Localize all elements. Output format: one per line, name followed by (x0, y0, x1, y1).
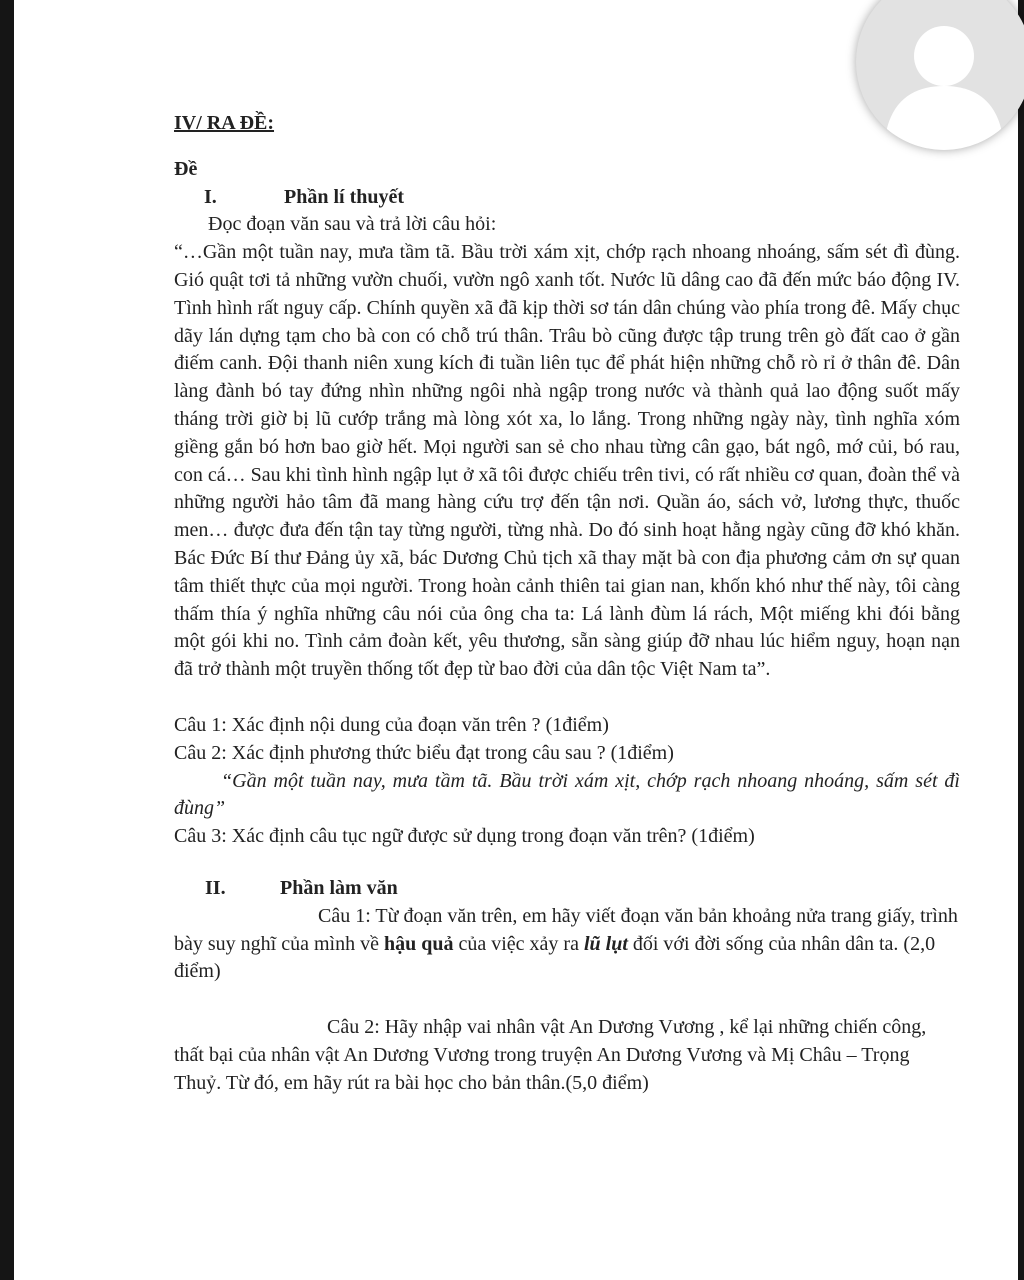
essay1-text-b: của việc xảy ra (453, 932, 584, 955)
de-label: Đề (174, 157, 198, 180)
essay1-text-c: đối với đời sống của nhân dân ta. (2,0 điểm) (174, 932, 936, 983)
question-3: Câu 3: Xác định câu tục ngữ được sử dụng trong đoạn văn trên? (1điểm) (174, 825, 755, 848)
essay1-emphasis-flood: lũ lụt (583, 932, 628, 955)
question-2: Câu 2: Xác định phương thức biểu đạt trong câu sau ? (1điểm) (174, 741, 674, 764)
part1-number: I. (204, 185, 217, 208)
essay-question-1 (174, 903, 960, 986)
part2-label: Phần làm văn (280, 876, 398, 899)
section-heading: IV/ RA ĐỀ: (174, 112, 275, 134)
question-1: Câu 1: Xác định nội dung của đoạn văn trên ? (1điểm) (174, 713, 609, 736)
essay-question-2: Câu 2: Hãy nhập vai nhân vật An Dương Vương , kể lại những chiến công, thất bại của nhân vật An Dương Vương trong truyện An Dương Vương và Mị Châu – Trọng Thuỷ. Từ đó, em hãy rút ra bài học cho bản thân.(5,0 điểm) (174, 1016, 927, 1094)
question-2-quote: “Gần một tuần nay, mưa tầm tã. Bầu trời xám xịt, chớp rạch nhoang nhoáng, sấm sét đì đùng” (174, 769, 960, 820)
part2-title (174, 875, 960, 903)
part1-title (174, 184, 960, 212)
essay1-emphasis-consequence: hậu quả (383, 932, 454, 955)
exam-content (174, 110, 960, 1098)
document-page (14, 0, 1018, 1280)
reading-instruction: Đọc đoạn văn sau và trả lời câu hỏi: (208, 213, 497, 236)
reading-passage: “…Gần một tuần nay, mưa tầm tã. Bầu trời xám xịt, chớp rạch nhoang nhoáng, sấm sét đì đùng. Gió quật tơi tả những vườn chuối, vườn ngô xanh tốt. Nước lũ dâng cao đã đến mức báo động IV. Tình hình rất nguy cấp. Chính quyền xã đã kịp thời sơ tán dân chúng vào phía trong đê. Mấy chục dãy lán dựng tạm cho bà con có chỗ trú thân. Trâu bò cũng được tập trung trên gò đất cao ở gần điếm canh. Đội thanh niên xung kích đi tuần liên tục để phát hiện những chỗ rò rỉ ở thân đê. Dân làng đành bó tay đứng nhìn những ngôi nhà ngập trong nước và thành quả lao động suốt mấy tháng trời giờ bị lũ cướp trắng mà lòng xót xa, lo lắng. Trong những ngày này, tình nghĩa xóm giềng gắn bó hơn bao giờ hết. Mọi người san sẻ cho nhau từng cân gạo, bát ngô, mớ củi, bó rau, con cá… Sau khi tình hình ngập lụt ở xã tôi được chiếu trên tivi, có rất nhiều cơ quan, đoàn thể và những người hảo tâm đã mang hàng cứu trợ đến tận nơi. Quần áo, sách vở, lương thực, thuốc men… được đưa đến tận tay từng người, từng nhà. Do đó sinh hoạt hằng ngày cũng đỡ khó khăn. Bác Đức Bí thư Đảng ủy xã, bác Dương Chủ tịch xã thay mặt bà con địa phương cảm ơn sự quan tâm thiết thực của mọi người. Trong hoàn cảnh thiên tai gian nan, khốn khó như thế này, tôi càng thấm thía ý nghĩa những câu nói của ông cha ta: Lá lành đùm lá rách, Một miếng khi đói bằng một gói khi no. Tình cảm đoàn kết, yêu thương, sẵn sàng giúp đỡ nhau lúc hiểm nguy, hoạn nạn đã trở thành một truyền thống tốt đẹp từ bao đời của dân tộc Việt Nam ta”. (174, 241, 960, 681)
part1-label: Phần lí thuyết (284, 185, 405, 208)
essay1-text-a: Câu 1: Từ đoạn văn trên, em hãy viết đoạn văn bản khoảng nửa trang giấy, trình bày suy nghĩ của mình về (174, 904, 958, 955)
part2-number: II. (205, 876, 226, 899)
